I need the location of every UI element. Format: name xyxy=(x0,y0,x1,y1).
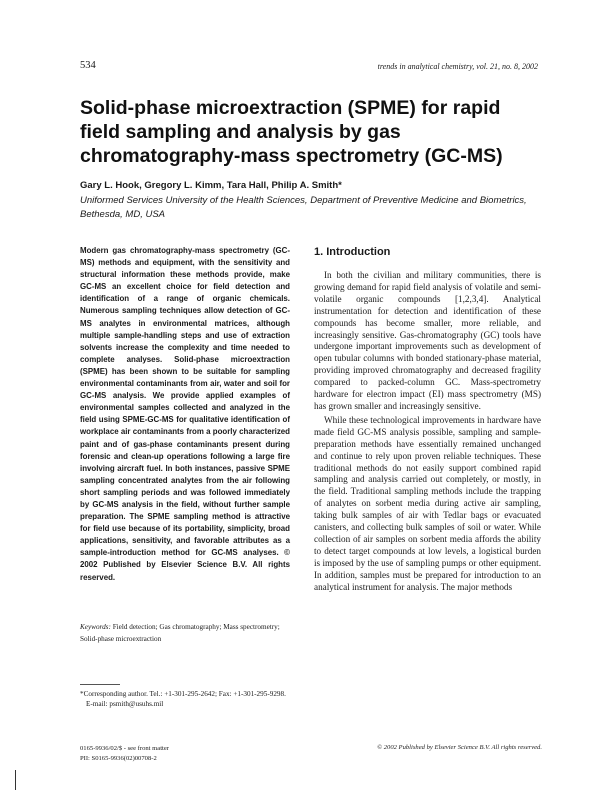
keywords-label: Keywords: xyxy=(80,623,111,631)
keywords-text: Field detection; Gas chromatography; Mass spectrometry; Solid-phase microextraction xyxy=(80,623,280,643)
article-title: Solid-phase microextraction (SPME) for rapid field sampling and analysis by gas chromatography-mass spectrometry (GC-MS) xyxy=(80,97,503,167)
footnote xyxy=(80,690,295,709)
journal-running-head: trends in analytical chemistry, vol. 21, no. 8, 2002 xyxy=(377,62,538,71)
keywords xyxy=(80,622,295,645)
crop-mark xyxy=(15,770,16,790)
section-heading-introduction: 1. Introduction xyxy=(314,246,391,258)
introduction-body xyxy=(314,270,541,595)
author-list: Gary L. Hook, Gregory L. Kimm, Tara Hall, Philip A. Smith* xyxy=(80,180,342,191)
pii-line: PII: S0165-9936(02)00708-2 xyxy=(80,755,157,762)
affiliation: Uniformed Services University of the Health Sciences, Department of Preventive Medicine and Biometrics, Bethesda, MD, USA xyxy=(80,195,527,220)
abstract: Modern gas chromatography-mass spectrometry (GC-MS) methods and equipment, with the sensitivity and structural information these methods provide, make GC-MS an excellent choice for field detection and identification of a range of organic chemicals. Numerous sampling techniques allow detection of GC-MS analytes in environmental matrices, although multiple sample-handling steps and use of extraction solvents increase the complexity and time needed to complete analyses. Solid-phase microextraction (SPME) has been shown to be suitable for sampling environmental contaminants from air, water and soil for GC-MS analysis. We provide applied examples of environmental samples collected and analyzed in the field using SPME-GC-MS for qualitative identification of workplace air contaminants from a poorly characterized paint and of gas-phase contaminants present during forensic and clean-up operations following a large fire involving aircraft fuel. In both instances, passive SPME sampling concentrated analytes from the air following short sampling periods and was followed immediately by GC-MS analysis in the field, without further sample preparation. The SPME sampling method is attractive for field use because of its portability, simplicity, broad applications, sensitivity, and favorable attributes as a sample-introduction method for GC-MS analyses. © 2002 Published by Elsevier Science B.V. All rights reserved. xyxy=(80,246,290,582)
intro-paragraph: While these technological improvements in hardware have made field GC-MS analysis possible, sampling and sample-preparation methods have essentially remained unchanged and continue to rely upon proven reliable techniques. These traditional methods do not easily support combined rapid sampling and analysis carried out completely, or mostly, in the field. Traditional sampling methods include the trapping of analytes on sorbent media during active air sampling, taking bulk samples of air with Tedlar bags or evacuated canisters, and collecting bulk samples of soil or water. While collection of air samples on sorbent media affords the ability to detect target compounds at low levels, a logistical burden is imposed by the use of sampling pumps or other equipment. In addition, samples must be prepared for introduction to an analytical instrument for analysis. The major methods xyxy=(314,414,541,592)
footnote-rule xyxy=(80,684,120,685)
intro-paragraph: In both the civilian and military communities, there is growing demand for rapid field analysis of volatile and semi-volatile organic compounds [1,2,3,4]. Analytical instrumentation for detection and identification of these compounds has become smaller, more reliable, and increasingly sensitive. Gas-chromatography (GC) tools have undergone important improvements such as development of open tubular columns with bonded stationary-phase material, providing improved chromatography and decreased fragility compared to packed-column GC. Mass-spectrometry hardware for electron impact (EI) mass spectrometry (MS) has grown smaller and increasingly sensitive. xyxy=(314,270,541,411)
footer-copyright: © 2002 Published by Elsevier Science B.V. All rights reserved. xyxy=(377,744,542,751)
corresponding-author-note: *Corresponding author. Tel.: +1-301-295-2642; Fax: +1-301-295-9298. xyxy=(80,690,286,698)
issn-line: 0165-9936/02/$ - see front matter xyxy=(80,745,169,752)
footer-identifiers xyxy=(80,744,169,764)
email-note: E-mail: psmith@usuhs.mil xyxy=(86,699,164,708)
page-number: 534 xyxy=(80,60,96,71)
